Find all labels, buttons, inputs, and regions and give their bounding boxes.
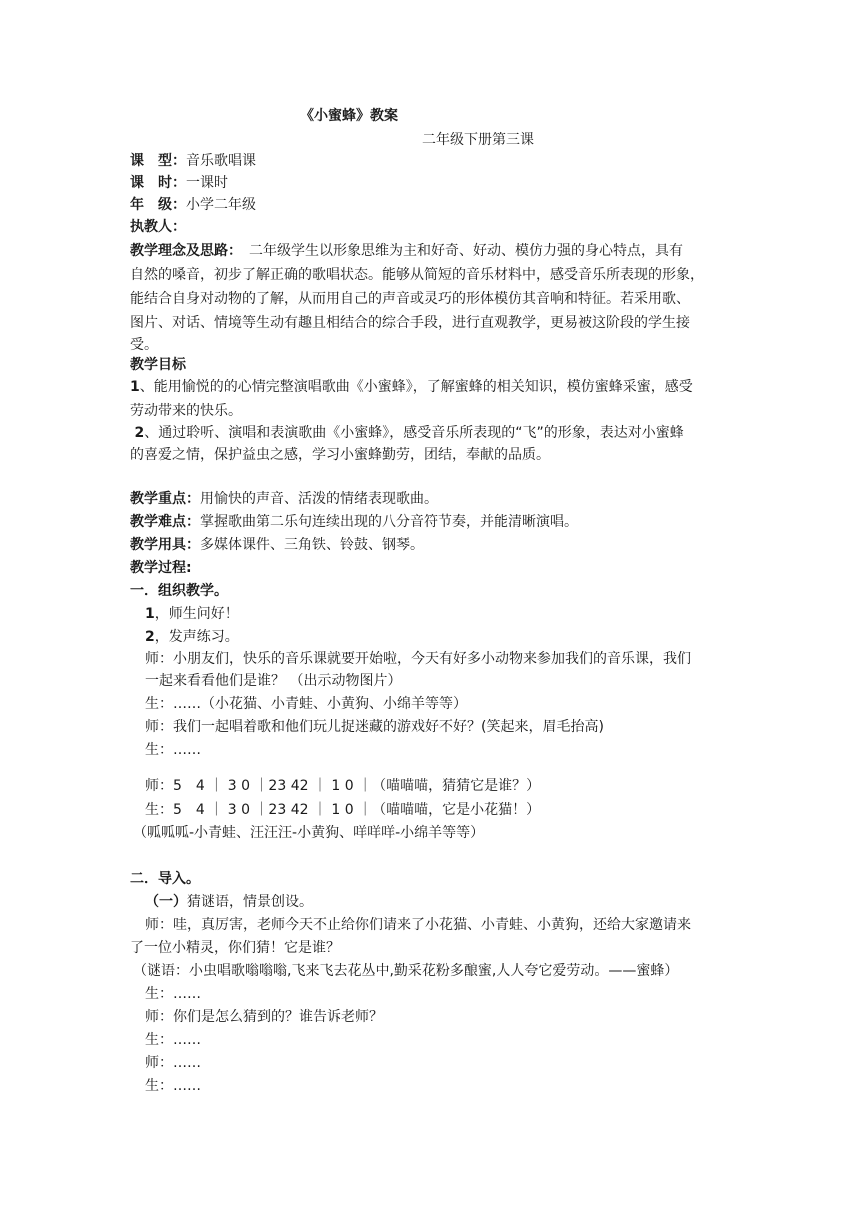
dialogue-line: 师：你们是怎么猜到的？谁告诉老师？ bbox=[145, 1009, 383, 1025]
section-2-heading: 二．导入。 bbox=[130, 871, 200, 887]
dialogue-line: 生：…… bbox=[145, 986, 201, 1002]
dialogue-line: 生：…… bbox=[145, 1032, 201, 1048]
process-heading: 教学过程: bbox=[130, 560, 192, 576]
section-1-heading: 一．组织教学。 bbox=[130, 583, 228, 599]
goal-2-line-2: 的喜爱之情，保护益虫之感，学习小蜜蜂勤劳，团结，奉献的品质。 bbox=[130, 447, 550, 463]
difficulty-label: 教学难点： bbox=[130, 514, 200, 530]
goal-text: 、能用愉悦的的心情完整演唱歌曲《小蜜蜂》，了解蜜蜂的相关知识，模仿蜜蜂采蜜，感受 bbox=[139, 379, 693, 395]
item-number: 1 bbox=[145, 606, 155, 622]
goal-2-line-1 bbox=[130, 422, 740, 444]
dialogue-line: 了一位小精灵，你们猜！它是谁？ bbox=[130, 940, 340, 956]
sub-number: （一） bbox=[145, 894, 187, 910]
goals-heading: 教学目标 bbox=[130, 357, 186, 373]
doc-title: 《小蜜蜂》教案 bbox=[300, 108, 398, 124]
dialogue-line: 师：哇，真厉害，老师今天不止给你们请来了小花猫、小青蛙、小黄狗，还给大家邀请来 bbox=[145, 917, 691, 933]
goal-text: 、通过聆听、演唱和表演歌曲《小蜜蜂》，感受音乐所表现的“飞”的形象，表达对小蜜蜂 bbox=[144, 425, 684, 441]
idea-line-1 bbox=[130, 240, 740, 262]
dialogue-line: 生：…… bbox=[145, 1078, 201, 1094]
goal-1-line-2: 劳动带来的快乐。 bbox=[130, 403, 242, 419]
goal-1-line-1 bbox=[130, 376, 740, 398]
info-duration bbox=[130, 172, 740, 194]
section-1-item-1 bbox=[145, 603, 755, 625]
info-value: 小学二年级 bbox=[186, 197, 256, 213]
melody-line: 师：5 4 ｜ 3 0 ｜23 42 ｜ 1 0 ｜（喵喵喵，猜猜它是谁？） bbox=[145, 778, 541, 794]
info-label: 课 时： bbox=[130, 175, 186, 191]
melody-line: 生：5 4 ｜ 3 0 ｜23 42 ｜ 1 0 ｜（喵喵喵，它是小花猫！） bbox=[145, 802, 541, 818]
info-label: 执教人： bbox=[130, 219, 186, 235]
info-course-type bbox=[130, 150, 740, 172]
info-teacher bbox=[130, 216, 740, 238]
idea-text: 二年级学生以形象思维为主和好奇、好动、模仿力强的身心特点，具有 bbox=[235, 243, 683, 259]
difficulty-point bbox=[130, 511, 740, 533]
teaching-tools bbox=[130, 534, 740, 556]
info-label: 课 型： bbox=[130, 153, 186, 169]
key-point bbox=[130, 488, 740, 510]
idea-line-5: 受。 bbox=[130, 337, 158, 353]
idea-line-3: 能结合自身对动物的了解，从而用自己的声音或灵巧的形体模仿其音响和特征。若采用歌、 bbox=[130, 291, 690, 307]
item-text: ，师生问好！ bbox=[154, 606, 239, 622]
section-2-subheading bbox=[145, 891, 755, 913]
info-label: 年 级： bbox=[130, 197, 186, 213]
item-number: 2 bbox=[145, 629, 155, 645]
info-value: 音乐歌唱课 bbox=[186, 153, 256, 169]
dialogue-line: 生：…… bbox=[145, 742, 201, 758]
idea-line-2: 自然的嗓音，初步了解正确的歌唱状态。能够从简短的音乐材料中，感受音乐所表现的形象， bbox=[130, 267, 704, 283]
tools-value: 多媒体课件、三角铁、铃鼓、钢琴。 bbox=[200, 537, 424, 553]
dialogue-line: 一起来看看他们是谁？ （出示动物图片） bbox=[145, 673, 402, 689]
dialogue-line: 师：…… bbox=[145, 1055, 201, 1071]
goal-number: 1 bbox=[130, 379, 140, 395]
tools-label: 教学用具： bbox=[130, 537, 200, 553]
melody-note: （呱呱呱-小青蛙、汪汪汪-小黄狗、咩咩咩-小绵羊等等） bbox=[133, 825, 485, 841]
sub-text: 猜谜语，情景创设。 bbox=[187, 894, 313, 910]
idea-line-4: 图片、对话、情境等生动有趣且相结合的综合手段，进行直观教学，更易被这阶段的学生接 bbox=[130, 315, 690, 331]
riddle-line: （谜语：小虫唱歌嗡嗡嗡,飞来飞去花丛中,勤采花粉多酿蜜,人人夸它爱劳动。——蜜蜂） bbox=[133, 963, 679, 979]
idea-label: 教学理念及思路： bbox=[130, 243, 235, 259]
doc-subtitle: 二年级下册第三课 bbox=[422, 132, 534, 148]
difficulty-value: 掌握歌曲第二乐句连续出现的八分音符节奏，并能清晰演唱。 bbox=[200, 514, 578, 530]
dialogue-line: 师：小朋友们，快乐的音乐课就要开始啦，今天有好多小动物来参加我们的音乐课，我们 bbox=[145, 651, 691, 667]
dialogue-line: 生：……（小花猫、小青蛙、小黄狗、小绵羊等等） bbox=[145, 696, 467, 712]
key-label: 教学重点： bbox=[130, 491, 200, 507]
item-text: ，发声练习。 bbox=[154, 629, 239, 645]
goal-number: 2 bbox=[134, 425, 145, 441]
dialogue-line: 师：我们一起唱着歌和他们玩儿捉迷藏的游戏好不好？(笑起来，眉毛抬高) bbox=[145, 719, 604, 735]
info-value: 一课时 bbox=[186, 175, 228, 191]
section-1-item-2 bbox=[145, 626, 755, 648]
key-value: 用愉快的声音、活泼的情绪表现歌曲。 bbox=[200, 491, 438, 507]
info-grade bbox=[130, 194, 740, 216]
